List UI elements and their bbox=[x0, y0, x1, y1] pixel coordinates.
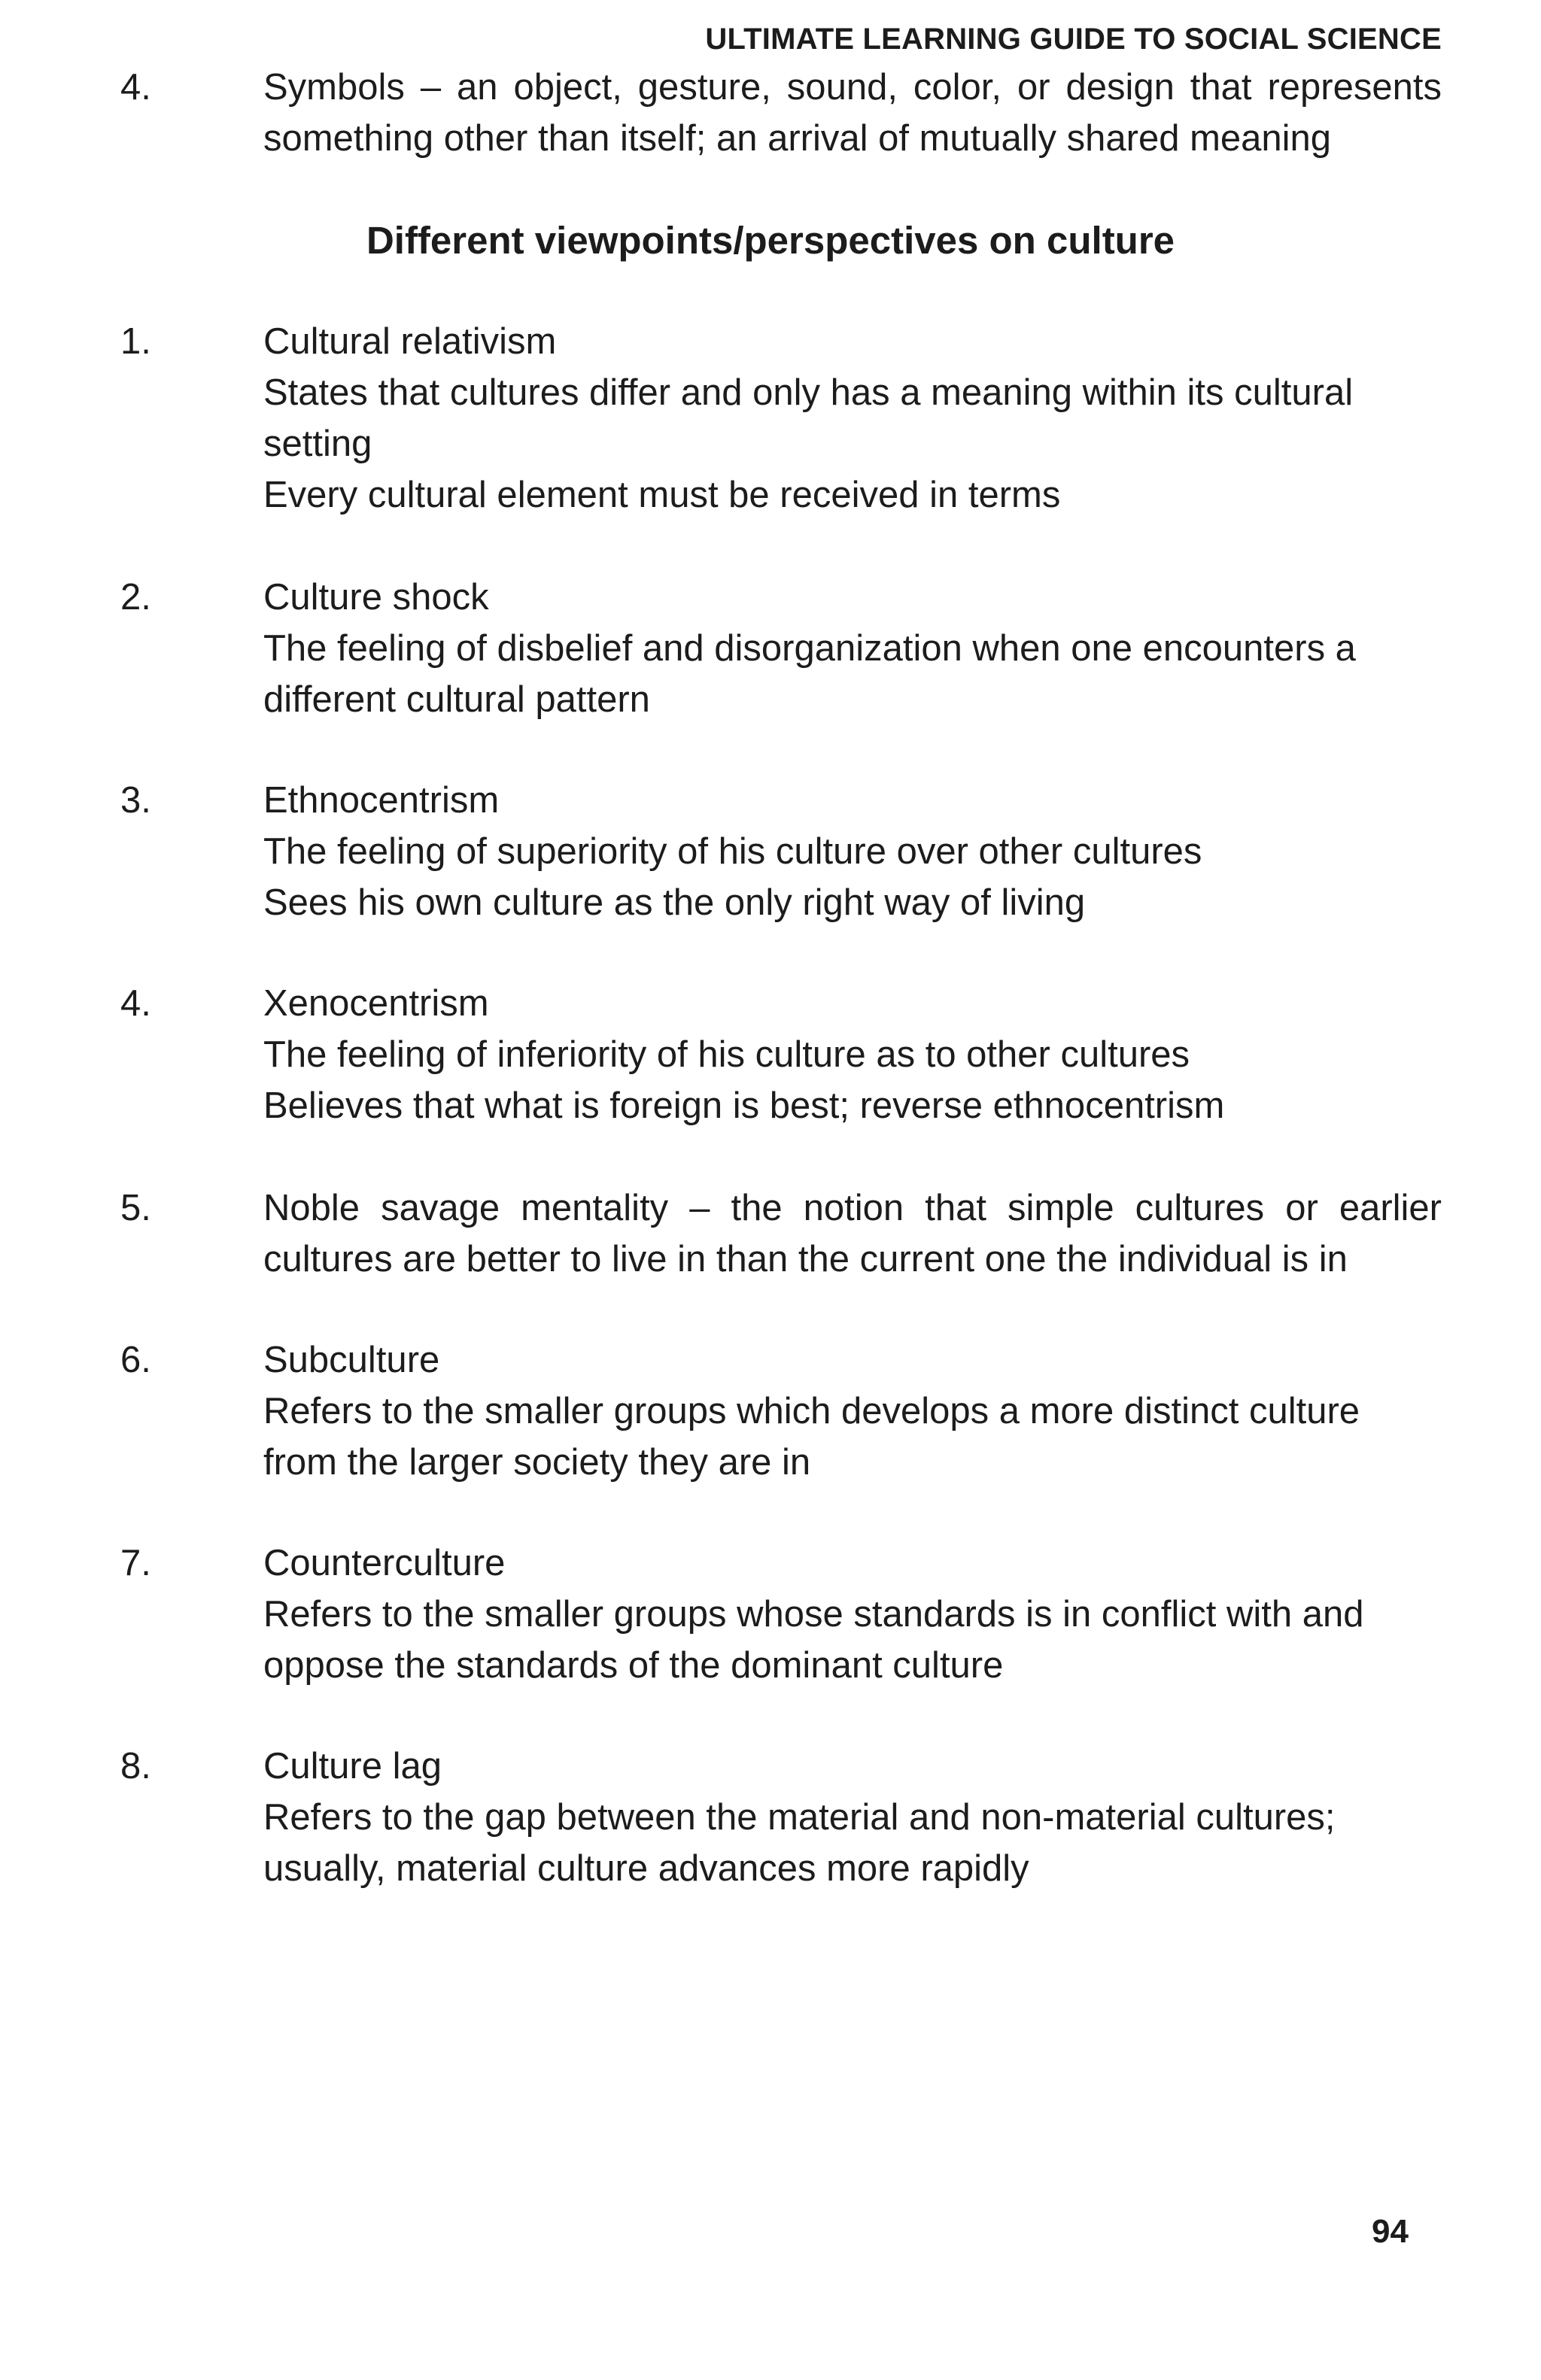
list-item-description: The feeling of disbelief and disorganization when one encounters a different cultural pattern bbox=[263, 628, 1356, 720]
list-item-text: Noble savage mentality – the notion that simple cultures or earlier cultures are better to live in than the current one the individual is in bbox=[263, 1188, 1442, 1280]
list-item-description: States that cultures differ and only has a meaning within its cultural setting bbox=[263, 372, 1354, 464]
list-item-number: 7. bbox=[120, 1543, 151, 1583]
running-header: ULTIMATE LEARNING GUIDE TO SOCIAL SCIENCE bbox=[705, 23, 1442, 56]
list-item-term: Ethnocentrism bbox=[263, 780, 500, 821]
list-item-ethnocentrism bbox=[120, 775, 1442, 928]
list-item-number: 5. bbox=[120, 1188, 151, 1228]
list-item-symbols bbox=[120, 62, 1442, 164]
list-item-number: 4. bbox=[120, 983, 151, 1024]
section-title: Different viewpoints/perspectives on culture bbox=[366, 219, 1175, 262]
list-item-description: Refers to the gap between the material and non-material cultures; usually, material culture advances more rapidly bbox=[263, 1797, 1336, 1889]
list-item-noble-savage-mentality bbox=[120, 1182, 1442, 1285]
list-item-number: 3. bbox=[120, 780, 151, 821]
list-item-culture-shock bbox=[120, 572, 1442, 725]
list-item-term: Culture shock bbox=[263, 577, 489, 618]
list-item-term: Counterculture bbox=[263, 1543, 506, 1583]
list-item-counterculture bbox=[120, 1538, 1442, 1691]
list-item-description: The feeling of superiority of his culture over other cultures bbox=[263, 831, 1202, 872]
list-item-subculture bbox=[120, 1334, 1442, 1488]
list-item-description: Refers to the smaller groups which develops a more distinct culture from the larger society they are in bbox=[263, 1391, 1360, 1483]
list-item-culture-lag bbox=[120, 1741, 1442, 1894]
list-item-term: Xenocentrism bbox=[263, 983, 489, 1024]
list-item-description: Every cultural element must be received in terms bbox=[263, 475, 1061, 515]
list-item-number: 6. bbox=[120, 1340, 151, 1380]
list-item-number: 2. bbox=[120, 577, 151, 618]
list-item-description: Refers to the smaller groups whose standards is in conflict with and oppose the standards of the dominant culture bbox=[263, 1594, 1364, 1686]
list-item-xenocentrism bbox=[120, 978, 1442, 1131]
list-item-description: Sees his own culture as the only right way of living bbox=[263, 882, 1086, 923]
list-item-number: 1. bbox=[120, 321, 151, 362]
page-number: 94 bbox=[1372, 2213, 1409, 2250]
list-item-number: 8. bbox=[120, 1746, 151, 1787]
list-item-term: Cultural relativism bbox=[263, 321, 557, 362]
list-item-term: Subculture bbox=[263, 1340, 440, 1380]
list-item-text: Symbols – an object, gesture, sound, color, or design that represents something other than itself; an arrival of mutually shared meaning bbox=[263, 67, 1442, 159]
list-item-term: Culture lag bbox=[263, 1746, 442, 1787]
list-item-description: Believes that what is foreign is best; reverse ethnocentrism bbox=[263, 1085, 1225, 1126]
list-item-number: 4. bbox=[120, 67, 151, 108]
list-item-description: The feeling of inferiority of his culture as to other cultures bbox=[263, 1034, 1190, 1075]
list-item-cultural-relativism bbox=[120, 316, 1442, 521]
